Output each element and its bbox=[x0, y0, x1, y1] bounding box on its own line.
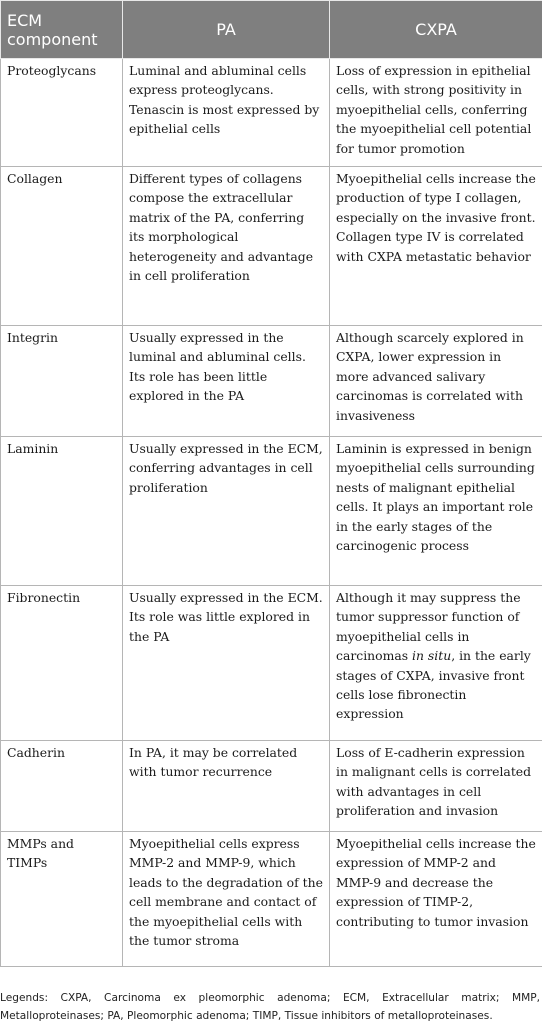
table-row bbox=[1, 167, 542, 326]
cell-cxpa: Although scarcely explored in CXPA, lower expression in more advanced salivary carcinomas is correlated with invasiveness bbox=[330, 326, 542, 437]
cell-component: Collagen bbox=[1, 167, 123, 326]
cell-component: Laminin bbox=[1, 437, 123, 586]
table-legend bbox=[0, 989, 540, 1025]
cell-cxpa-paragraph: Collagen type IV is correlated with CXPA metastatic behavior bbox=[336, 229, 531, 264]
table-row bbox=[1, 437, 542, 586]
cell-cxpa: Myoepithelial cells increase the expression of MMP-2 and MMP-9 and decrease the expression of TIMP-2, contributing to tumor invasion bbox=[330, 832, 542, 967]
cell-cxpa-text: Although it may suppress the tumor suppressor function of myoepithelial cells in carcinomas bbox=[336, 590, 521, 664]
cell-pa: Different types of collagens compose the extracellular matrix of the PA, conferring its morphological heterogeneity and advantage in cell proliferation bbox=[123, 167, 330, 326]
cell-cxpa bbox=[330, 586, 542, 741]
cell-cxpa-italic: in situ bbox=[412, 648, 452, 664]
table-row bbox=[1, 59, 542, 167]
legend-text: : CXPA, Carcinoma ex pleomorphic adenoma; ECM, Extracellular matrix; MMP, Metalloproteinases; PA, Pleomorphic adenoma; TIMP, Tissue inhibitors of metalloproteinases. bbox=[0, 992, 540, 1022]
cell-pa: Usually expressed in the ECM, conferring advantages in cell proliferation bbox=[123, 437, 330, 586]
cell-cxpa: Loss of expression in epithelial cells, with strong positivity in myoepithelial cells, conferring the myoepithelial cell potential for tumor promotion bbox=[330, 59, 542, 167]
cell-cxpa-paragraph: Myoepithelial cells increase the production of type I collagen, especially on the invasive front. bbox=[336, 171, 536, 225]
cell-cxpa: Loss of E-cadherin expression in malignant cells is correlated with advantages in cell proliferation and invasion bbox=[330, 741, 542, 832]
cell-cxpa: Laminin is expressed in benign myoepithelial cells surrounding nests of malignant epithelial cells. It plays an important role in the early stages of the carcinogenic process bbox=[330, 437, 542, 586]
header-row bbox=[1, 1, 542, 59]
cell-cxpa bbox=[330, 167, 542, 326]
header-ecm-component: ECM component bbox=[1, 1, 123, 59]
legend-label: Legends bbox=[0, 992, 45, 1004]
table-row bbox=[1, 741, 542, 832]
table-header bbox=[1, 1, 542, 59]
header-cxpa: CXPA bbox=[330, 1, 542, 59]
table-row bbox=[1, 832, 542, 967]
table-body bbox=[1, 59, 542, 967]
cell-pa: Myoepithelial cells express MMP-2 and MMP-9, which leads to the degradation of the cell membrane and contact of the myoepithelial cells with the tumor stroma bbox=[123, 832, 330, 967]
cell-pa: Luminal and abluminal cells express proteoglycans. Tenascin is most expressed by epithelial cells bbox=[123, 59, 330, 167]
cell-pa: Usually expressed in the luminal and abluminal cells. Its role has been little explored in the PA bbox=[123, 326, 330, 437]
cell-pa: Usually expressed in the ECM. Its role was little explored in the PA bbox=[123, 586, 330, 741]
cell-component: Cadherin bbox=[1, 741, 123, 832]
cell-component: Integrin bbox=[1, 326, 123, 437]
cell-cxpa-text: , in the early stages of CXPA, invasive front cells lose fibronectin expression bbox=[336, 648, 531, 722]
table-row bbox=[1, 586, 542, 741]
cell-component: MMPs and TIMPs bbox=[1, 832, 123, 967]
cell-component: Fibronectin bbox=[1, 586, 123, 741]
header-pa: PA bbox=[123, 1, 330, 59]
table-row bbox=[1, 326, 542, 437]
cell-component: Proteoglycans bbox=[1, 59, 123, 167]
cell-pa: In PA, it may be correlated with tumor recurrence bbox=[123, 741, 330, 832]
